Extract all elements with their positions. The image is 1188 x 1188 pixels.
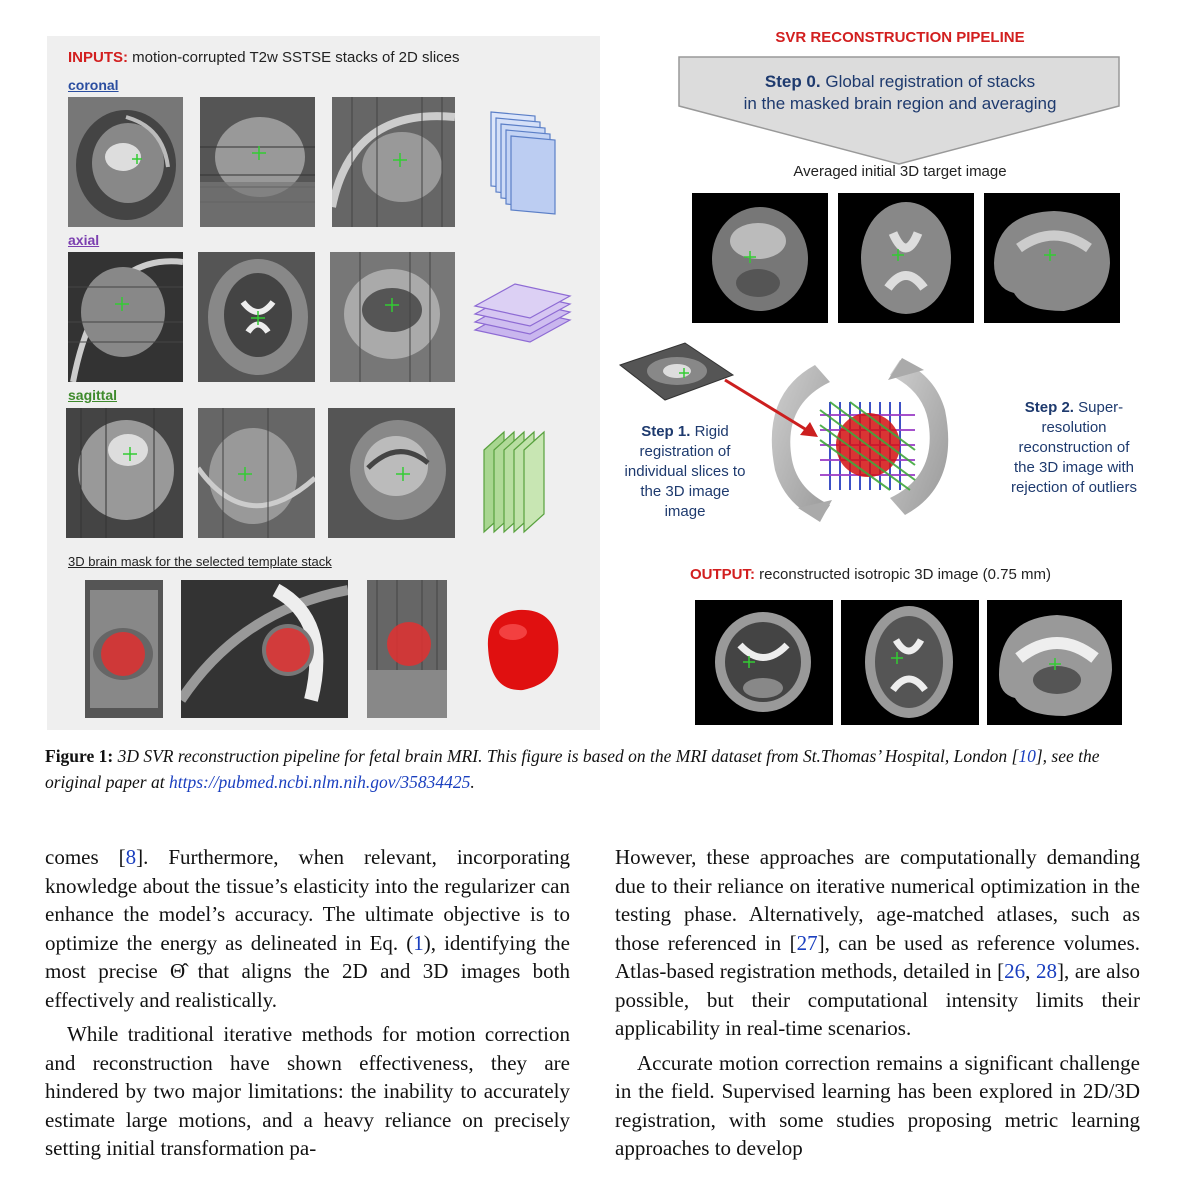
mri-axial-3 [330, 252, 455, 382]
citation-link[interactable]: 28 [1036, 959, 1058, 983]
output-image-1 [695, 600, 833, 725]
pubmed-link[interactable]: https://pubmed.ncbi.nlm.nih.gov/35834425 [168, 772, 471, 792]
step0-text: Step 0. Global registration of stacks in the masked brain region and averaging [743, 72, 1057, 113]
avg-image-2 [838, 193, 974, 323]
reconstruction-cycle-diagram [720, 340, 1000, 540]
axial-label: axial [68, 232, 100, 248]
mask-slice-3 [367, 580, 447, 718]
step2-text: Step 2. Super-resolution reconstruction of the 3D image with rejection of outliers [1011, 399, 1137, 496]
output-image-3 [987, 600, 1122, 725]
mri-sagittal-2 [198, 408, 315, 538]
brain-mask-label: 3D brain mask for the selected template stack [68, 554, 332, 569]
paragraph: comes [8]. Furthermore, when relevant, incorporating knowledge about the tissue’s elasticity into the regularizer can enhance the model’s accuracy. The ultimate objective is to optimize the energy as delineated in Eq. (1), identifying the most precise Θ̂ that aligns the 2D and 3D images both effectively and realistically. [45, 845, 570, 1012]
mri-coronal-2 [200, 97, 315, 227]
coronal-label: coronal [68, 77, 119, 93]
avg-image-3 [984, 193, 1120, 323]
inputs-title: INPUTS: motion-corrupted T2w SSTSE stacks of 2D slices [68, 49, 460, 66]
3d-brain-mask-icon [478, 602, 563, 697]
sagittal-label: sagittal [68, 387, 118, 403]
slice-thumbnail [615, 335, 735, 405]
equation-link[interactable]: 1 [413, 930, 424, 955]
sagittal-stack-icon [480, 428, 555, 538]
output-image-2 [841, 600, 979, 725]
mask-slice-1 [85, 580, 163, 718]
caption-text-2: ], see the original paper at [45, 746, 1100, 792]
citation-link[interactable]: 27 [796, 930, 818, 955]
paragraph: While traditional iterative methods for motion correction and reconstruction have shown effectiveness, they are hindered by two major limitations: the inability to accurately estimate large motions, and a heavy reliance on precisely setting initial transformation pa- [45, 1022, 570, 1160]
averaged-image-label: Averaged initial 3D target image [793, 163, 1007, 180]
mri-axial-2 [198, 252, 315, 382]
coronal-stack-icon [485, 110, 560, 220]
body-column-left [45, 843, 570, 1163]
mri-sagittal-3 [328, 408, 455, 538]
axial-stack-icon [470, 280, 575, 370]
caption-label: Figure 1: [45, 746, 114, 766]
caption-text: 3D SVR reconstruction pipeline for fetal brain MRI. This figure is based on the MRI dataset from St.Thomas’ Hospital, London [ [113, 746, 1019, 766]
mask-slice-2 [181, 580, 348, 718]
mri-coronal-1 [68, 97, 183, 227]
body-column-right [615, 843, 1140, 1163]
mri-axial-1 [68, 252, 183, 382]
citation-link[interactable]: 10 [1018, 746, 1036, 766]
paragraph: Accurate motion correction remains a significant challenge in the field. Supervised learning has been explored in 2D/3D registration, with some studies proposing metric learning approaches to develop [615, 1050, 1140, 1160]
mri-coronal-3 [332, 97, 455, 227]
caption-end: . [470, 772, 475, 792]
step1-text: Step 1. Rigid registration of individual slices to the 3D image image [624, 423, 746, 520]
paragraph: However, these approaches are computationally demanding due to their reliance on iterative numerical optimization in the testing phase. Alternatively, age-matched atlases, such as those referenced in [27], can be used as reference volumes. Atlas-based registration methods, detailed in [26, 28], are also possible, but their computational intensity limits their applicability in real-time scenarios. [615, 845, 1140, 1040]
mri-sagittal-1 [66, 408, 183, 538]
figure-caption [45, 743, 1145, 795]
pipeline-title: SVR RECONSTRUCTION PIPELINE [775, 29, 1025, 46]
citation-link[interactable]: 26 [1004, 959, 1026, 983]
output-label: OUTPUT: reconstructed isotropic 3D image (0.75 mm) [690, 566, 1051, 583]
citation-link[interactable]: 8 [125, 845, 137, 869]
avg-image-1 [692, 193, 828, 323]
